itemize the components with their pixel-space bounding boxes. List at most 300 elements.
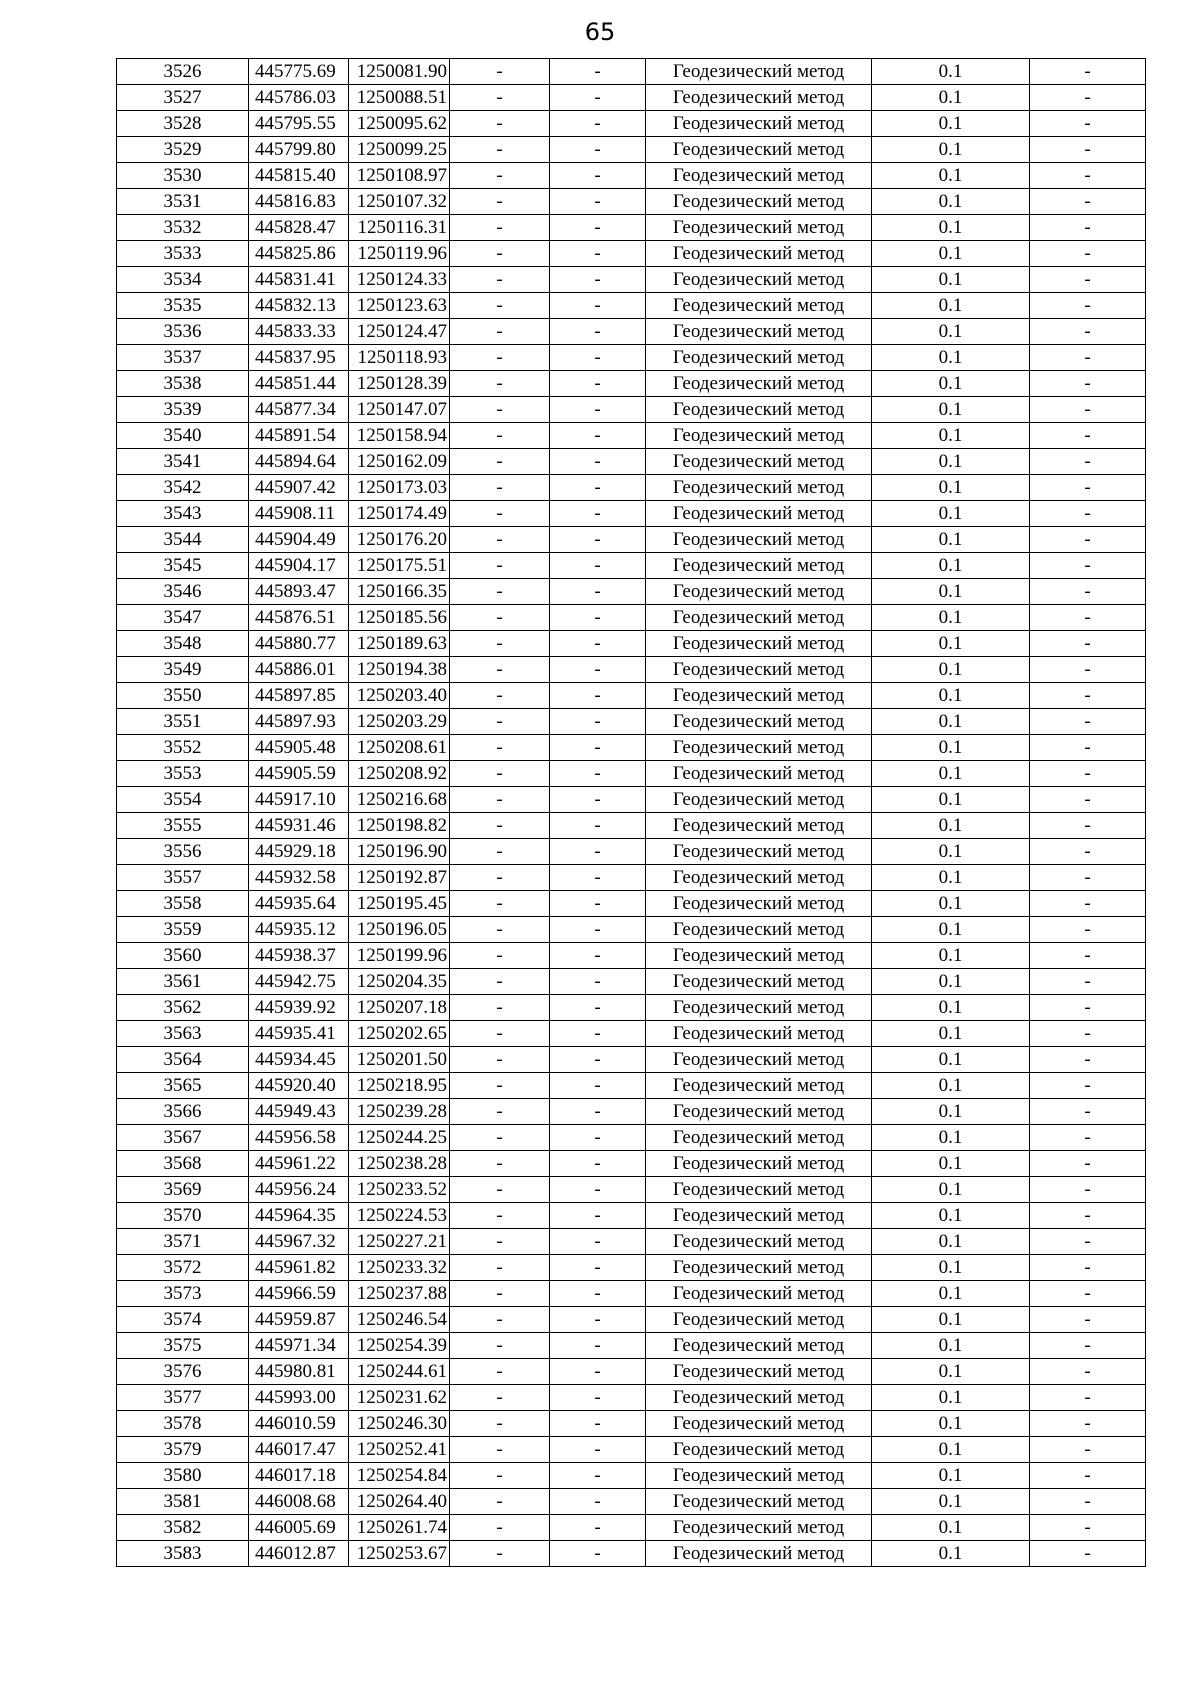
y-coordinate-cell: 1250218.95 bbox=[349, 1073, 450, 1099]
point-number-cell: 3540 bbox=[117, 423, 249, 449]
empty-cell-c: - bbox=[1030, 1541, 1146, 1567]
empty-cell-c: - bbox=[1030, 1307, 1146, 1333]
method-cell: Геодезический метод bbox=[646, 501, 872, 527]
y-coordinate-cell: 1250166.35 bbox=[349, 579, 450, 605]
empty-cell-a: - bbox=[450, 1255, 550, 1281]
empty-cell-b: - bbox=[550, 1541, 646, 1567]
point-number-cell: 3561 bbox=[117, 969, 249, 995]
x-coordinate-cell: 446005.69 bbox=[249, 1515, 349, 1541]
y-coordinate-cell: 1250124.47 bbox=[349, 319, 450, 345]
accuracy-cell: 0.1 bbox=[872, 1489, 1030, 1515]
y-coordinate-cell: 1250173.03 bbox=[349, 475, 450, 501]
point-number-cell: 3544 bbox=[117, 527, 249, 553]
x-coordinate-cell: 445949.43 bbox=[249, 1099, 349, 1125]
empty-cell-b: - bbox=[550, 813, 646, 839]
empty-cell-b: - bbox=[550, 475, 646, 501]
point-number-cell: 3542 bbox=[117, 475, 249, 501]
empty-cell-a: - bbox=[450, 137, 550, 163]
table-row bbox=[117, 1515, 1146, 1541]
point-number-cell: 3555 bbox=[117, 813, 249, 839]
point-number-cell: 3545 bbox=[117, 553, 249, 579]
empty-cell-a: - bbox=[450, 579, 550, 605]
empty-cell-c: - bbox=[1030, 1021, 1146, 1047]
method-cell: Геодезический метод bbox=[646, 657, 872, 683]
accuracy-cell: 0.1 bbox=[872, 1515, 1030, 1541]
empty-cell-c: - bbox=[1030, 189, 1146, 215]
table-row bbox=[117, 1541, 1146, 1567]
table-row bbox=[117, 1073, 1146, 1099]
x-coordinate-cell: 445897.93 bbox=[249, 709, 349, 735]
x-coordinate-cell: 445934.45 bbox=[249, 1047, 349, 1073]
x-coordinate-cell: 445942.75 bbox=[249, 969, 349, 995]
empty-cell-b: - bbox=[550, 1385, 646, 1411]
accuracy-cell: 0.1 bbox=[872, 631, 1030, 657]
empty-cell-c: - bbox=[1030, 1463, 1146, 1489]
accuracy-cell: 0.1 bbox=[872, 657, 1030, 683]
accuracy-cell: 0.1 bbox=[872, 1151, 1030, 1177]
empty-cell-a: - bbox=[450, 319, 550, 345]
empty-cell-b: - bbox=[550, 839, 646, 865]
accuracy-cell: 0.1 bbox=[872, 527, 1030, 553]
point-number-cell: 3560 bbox=[117, 943, 249, 969]
x-coordinate-cell: 445828.47 bbox=[249, 215, 349, 241]
empty-cell-c: - bbox=[1030, 683, 1146, 709]
empty-cell-a: - bbox=[450, 59, 550, 85]
method-cell: Геодезический метод bbox=[646, 1099, 872, 1125]
accuracy-cell: 0.1 bbox=[872, 267, 1030, 293]
empty-cell-b: - bbox=[550, 1359, 646, 1385]
y-coordinate-cell: 1250185.56 bbox=[349, 605, 450, 631]
method-cell: Геодезический метод bbox=[646, 1229, 872, 1255]
empty-cell-c: - bbox=[1030, 449, 1146, 475]
method-cell: Геодезический метод bbox=[646, 189, 872, 215]
x-coordinate-cell: 445971.34 bbox=[249, 1333, 349, 1359]
accuracy-cell: 0.1 bbox=[872, 1099, 1030, 1125]
method-cell: Геодезический метод bbox=[646, 683, 872, 709]
method-cell: Геодезический метод bbox=[646, 1047, 872, 1073]
y-coordinate-cell: 1250227.21 bbox=[349, 1229, 450, 1255]
empty-cell-b: - bbox=[550, 917, 646, 943]
empty-cell-b: - bbox=[550, 735, 646, 761]
x-coordinate-cell: 445893.47 bbox=[249, 579, 349, 605]
x-coordinate-cell: 445786.03 bbox=[249, 85, 349, 111]
empty-cell-b: - bbox=[550, 163, 646, 189]
y-coordinate-cell: 1250252.41 bbox=[349, 1437, 450, 1463]
y-coordinate-cell: 1250196.90 bbox=[349, 839, 450, 865]
empty-cell-c: - bbox=[1030, 215, 1146, 241]
point-number-cell: 3578 bbox=[117, 1411, 249, 1437]
empty-cell-b: - bbox=[550, 1125, 646, 1151]
x-coordinate-cell: 445815.40 bbox=[249, 163, 349, 189]
point-number-cell: 3554 bbox=[117, 787, 249, 813]
y-coordinate-cell: 1250208.61 bbox=[349, 735, 450, 761]
y-coordinate-cell: 1250239.28 bbox=[349, 1099, 450, 1125]
empty-cell-c: - bbox=[1030, 1281, 1146, 1307]
y-coordinate-cell: 1250233.32 bbox=[349, 1255, 450, 1281]
y-coordinate-cell: 1250203.29 bbox=[349, 709, 450, 735]
table-row bbox=[117, 85, 1146, 111]
empty-cell-a: - bbox=[450, 189, 550, 215]
accuracy-cell: 0.1 bbox=[872, 111, 1030, 137]
empty-cell-b: - bbox=[550, 371, 646, 397]
method-cell: Геодезический метод bbox=[646, 371, 872, 397]
empty-cell-c: - bbox=[1030, 1047, 1146, 1073]
x-coordinate-cell: 445905.59 bbox=[249, 761, 349, 787]
empty-cell-c: - bbox=[1030, 969, 1146, 995]
accuracy-cell: 0.1 bbox=[872, 475, 1030, 501]
empty-cell-b: - bbox=[550, 995, 646, 1021]
table-row bbox=[117, 787, 1146, 813]
method-cell: Геодезический метод bbox=[646, 319, 872, 345]
method-cell: Геодезический метод bbox=[646, 397, 872, 423]
empty-cell-b: - bbox=[550, 527, 646, 553]
accuracy-cell: 0.1 bbox=[872, 1177, 1030, 1203]
point-number-cell: 3551 bbox=[117, 709, 249, 735]
accuracy-cell: 0.1 bbox=[872, 189, 1030, 215]
empty-cell-a: - bbox=[450, 423, 550, 449]
accuracy-cell: 0.1 bbox=[872, 1073, 1030, 1099]
table-row bbox=[117, 813, 1146, 839]
table-row bbox=[117, 1151, 1146, 1177]
method-cell: Геодезический метод bbox=[646, 1489, 872, 1515]
method-cell: Геодезический метод bbox=[646, 475, 872, 501]
x-coordinate-cell: 445897.85 bbox=[249, 683, 349, 709]
point-number-cell: 3580 bbox=[117, 1463, 249, 1489]
point-number-cell: 3538 bbox=[117, 371, 249, 397]
table-row bbox=[117, 59, 1146, 85]
x-coordinate-cell: 445832.13 bbox=[249, 293, 349, 319]
x-coordinate-cell: 446017.47 bbox=[249, 1437, 349, 1463]
point-number-cell: 3556 bbox=[117, 839, 249, 865]
empty-cell-c: - bbox=[1030, 605, 1146, 631]
table-row bbox=[117, 891, 1146, 917]
empty-cell-b: - bbox=[550, 1255, 646, 1281]
x-coordinate-cell: 445904.17 bbox=[249, 553, 349, 579]
empty-cell-b: - bbox=[550, 1411, 646, 1437]
y-coordinate-cell: 1250088.51 bbox=[349, 85, 450, 111]
y-coordinate-cell: 1250203.40 bbox=[349, 683, 450, 709]
accuracy-cell: 0.1 bbox=[872, 1385, 1030, 1411]
empty-cell-a: - bbox=[450, 163, 550, 189]
empty-cell-c: - bbox=[1030, 163, 1146, 189]
empty-cell-b: - bbox=[550, 1333, 646, 1359]
x-coordinate-cell: 446010.59 bbox=[249, 1411, 349, 1437]
y-coordinate-cell: 1250107.32 bbox=[349, 189, 450, 215]
empty-cell-a: - bbox=[450, 839, 550, 865]
point-number-cell: 3550 bbox=[117, 683, 249, 709]
method-cell: Геодезический метод bbox=[646, 735, 872, 761]
empty-cell-a: - bbox=[450, 917, 550, 943]
empty-cell-b: - bbox=[550, 111, 646, 137]
method-cell: Геодезический метод bbox=[646, 1151, 872, 1177]
empty-cell-c: - bbox=[1030, 267, 1146, 293]
table-row bbox=[117, 709, 1146, 735]
table-row bbox=[117, 735, 1146, 761]
empty-cell-a: - bbox=[450, 241, 550, 267]
y-coordinate-cell: 1250201.50 bbox=[349, 1047, 450, 1073]
accuracy-cell: 0.1 bbox=[872, 553, 1030, 579]
method-cell: Геодезический метод bbox=[646, 1515, 872, 1541]
point-number-cell: 3535 bbox=[117, 293, 249, 319]
empty-cell-c: - bbox=[1030, 1359, 1146, 1385]
accuracy-cell: 0.1 bbox=[872, 579, 1030, 605]
point-number-cell: 3571 bbox=[117, 1229, 249, 1255]
table-row bbox=[117, 553, 1146, 579]
empty-cell-b: - bbox=[550, 1515, 646, 1541]
empty-cell-c: - bbox=[1030, 527, 1146, 553]
empty-cell-c: - bbox=[1030, 1515, 1146, 1541]
empty-cell-a: - bbox=[450, 1047, 550, 1073]
empty-cell-b: - bbox=[550, 891, 646, 917]
y-coordinate-cell: 1250118.93 bbox=[349, 345, 450, 371]
table-row bbox=[117, 1047, 1146, 1073]
method-cell: Геодезический метод bbox=[646, 1203, 872, 1229]
point-number-cell: 3527 bbox=[117, 85, 249, 111]
empty-cell-a: - bbox=[450, 709, 550, 735]
x-coordinate-cell: 445775.69 bbox=[249, 59, 349, 85]
empty-cell-c: - bbox=[1030, 579, 1146, 605]
y-coordinate-cell: 1250162.09 bbox=[349, 449, 450, 475]
x-coordinate-cell: 446017.18 bbox=[249, 1463, 349, 1489]
table-row bbox=[117, 1255, 1146, 1281]
empty-cell-b: - bbox=[550, 501, 646, 527]
accuracy-cell: 0.1 bbox=[872, 85, 1030, 111]
point-number-cell: 3536 bbox=[117, 319, 249, 345]
point-number-cell: 3526 bbox=[117, 59, 249, 85]
empty-cell-b: - bbox=[550, 1203, 646, 1229]
point-number-cell: 3563 bbox=[117, 1021, 249, 1047]
x-coordinate-cell: 445894.64 bbox=[249, 449, 349, 475]
method-cell: Геодезический метод bbox=[646, 1385, 872, 1411]
empty-cell-b: - bbox=[550, 787, 646, 813]
point-number-cell: 3539 bbox=[117, 397, 249, 423]
x-coordinate-cell: 445935.41 bbox=[249, 1021, 349, 1047]
x-coordinate-cell: 445938.37 bbox=[249, 943, 349, 969]
empty-cell-c: - bbox=[1030, 137, 1146, 163]
accuracy-cell: 0.1 bbox=[872, 787, 1030, 813]
method-cell: Геодезический метод bbox=[646, 1021, 872, 1047]
accuracy-cell: 0.1 bbox=[872, 735, 1030, 761]
method-cell: Геодезический метод bbox=[646, 163, 872, 189]
method-cell: Геодезический метод bbox=[646, 449, 872, 475]
point-number-cell: 3581 bbox=[117, 1489, 249, 1515]
empty-cell-c: - bbox=[1030, 475, 1146, 501]
empty-cell-a: - bbox=[450, 1021, 550, 1047]
empty-cell-c: - bbox=[1030, 1203, 1146, 1229]
x-coordinate-cell: 445961.82 bbox=[249, 1255, 349, 1281]
x-coordinate-cell: 445833.33 bbox=[249, 319, 349, 345]
point-number-cell: 3558 bbox=[117, 891, 249, 917]
table-row bbox=[117, 683, 1146, 709]
y-coordinate-cell: 1250176.20 bbox=[349, 527, 450, 553]
accuracy-cell: 0.1 bbox=[872, 1307, 1030, 1333]
accuracy-cell: 0.1 bbox=[872, 969, 1030, 995]
empty-cell-b: - bbox=[550, 683, 646, 709]
table-row bbox=[117, 1281, 1146, 1307]
empty-cell-a: - bbox=[450, 761, 550, 787]
x-coordinate-cell: 445831.41 bbox=[249, 267, 349, 293]
page-number: 65 bbox=[584, 18, 616, 46]
table-row bbox=[117, 1333, 1146, 1359]
empty-cell-c: - bbox=[1030, 397, 1146, 423]
table-row bbox=[117, 189, 1146, 215]
empty-cell-a: - bbox=[450, 449, 550, 475]
empty-cell-b: - bbox=[550, 397, 646, 423]
empty-cell-c: - bbox=[1030, 293, 1146, 319]
empty-cell-c: - bbox=[1030, 501, 1146, 527]
empty-cell-b: - bbox=[550, 423, 646, 449]
method-cell: Геодезический метод bbox=[646, 1125, 872, 1151]
empty-cell-c: - bbox=[1030, 111, 1146, 137]
table-row bbox=[117, 1203, 1146, 1229]
accuracy-cell: 0.1 bbox=[872, 449, 1030, 475]
empty-cell-c: - bbox=[1030, 319, 1146, 345]
method-cell: Геодезический метод bbox=[646, 865, 872, 891]
x-coordinate-cell: 445959.87 bbox=[249, 1307, 349, 1333]
method-cell: Геодезический метод bbox=[646, 527, 872, 553]
x-coordinate-cell: 445932.58 bbox=[249, 865, 349, 891]
x-coordinate-cell: 445967.32 bbox=[249, 1229, 349, 1255]
empty-cell-b: - bbox=[550, 59, 646, 85]
empty-cell-a: - bbox=[450, 1515, 550, 1541]
empty-cell-a: - bbox=[450, 969, 550, 995]
table-row bbox=[117, 1021, 1146, 1047]
table-row bbox=[117, 137, 1146, 163]
empty-cell-b: - bbox=[550, 241, 646, 267]
empty-cell-c: - bbox=[1030, 631, 1146, 657]
table-row bbox=[117, 605, 1146, 631]
y-coordinate-cell: 1250254.39 bbox=[349, 1333, 450, 1359]
empty-cell-a: - bbox=[450, 1281, 550, 1307]
table-row bbox=[117, 1125, 1146, 1151]
table-row bbox=[117, 1229, 1146, 1255]
table-row bbox=[117, 527, 1146, 553]
accuracy-cell: 0.1 bbox=[872, 1463, 1030, 1489]
empty-cell-a: - bbox=[450, 631, 550, 657]
empty-cell-b: - bbox=[550, 319, 646, 345]
empty-cell-c: - bbox=[1030, 553, 1146, 579]
accuracy-cell: 0.1 bbox=[872, 1203, 1030, 1229]
empty-cell-c: - bbox=[1030, 1437, 1146, 1463]
x-coordinate-cell: 445931.46 bbox=[249, 813, 349, 839]
method-cell: Геодезический метод bbox=[646, 1541, 872, 1567]
method-cell: Геодезический метод bbox=[646, 1177, 872, 1203]
y-coordinate-cell: 1250099.25 bbox=[349, 137, 450, 163]
table-row bbox=[117, 943, 1146, 969]
y-coordinate-cell: 1250119.96 bbox=[349, 241, 450, 267]
y-coordinate-cell: 1250216.68 bbox=[349, 787, 450, 813]
empty-cell-c: - bbox=[1030, 345, 1146, 371]
coordinates-table bbox=[116, 58, 1146, 1567]
empty-cell-c: - bbox=[1030, 1489, 1146, 1515]
point-number-cell: 3577 bbox=[117, 1385, 249, 1411]
accuracy-cell: 0.1 bbox=[872, 423, 1030, 449]
accuracy-cell: 0.1 bbox=[872, 1411, 1030, 1437]
empty-cell-c: - bbox=[1030, 761, 1146, 787]
y-coordinate-cell: 1250147.07 bbox=[349, 397, 450, 423]
empty-cell-b: - bbox=[550, 293, 646, 319]
x-coordinate-cell: 445993.00 bbox=[249, 1385, 349, 1411]
empty-cell-b: - bbox=[550, 267, 646, 293]
y-coordinate-cell: 1250174.49 bbox=[349, 501, 450, 527]
empty-cell-b: - bbox=[550, 761, 646, 787]
empty-cell-b: - bbox=[550, 1021, 646, 1047]
empty-cell-b: - bbox=[550, 345, 646, 371]
table-row bbox=[117, 865, 1146, 891]
x-coordinate-cell: 445886.01 bbox=[249, 657, 349, 683]
y-coordinate-cell: 1250196.05 bbox=[349, 917, 450, 943]
x-coordinate-cell: 445935.12 bbox=[249, 917, 349, 943]
accuracy-cell: 0.1 bbox=[872, 1255, 1030, 1281]
empty-cell-a: - bbox=[450, 1489, 550, 1515]
point-number-cell: 3566 bbox=[117, 1099, 249, 1125]
empty-cell-c: - bbox=[1030, 1099, 1146, 1125]
empty-cell-a: - bbox=[450, 293, 550, 319]
empty-cell-b: - bbox=[550, 943, 646, 969]
empty-cell-c: - bbox=[1030, 891, 1146, 917]
empty-cell-c: - bbox=[1030, 59, 1146, 85]
x-coordinate-cell: 445891.54 bbox=[249, 423, 349, 449]
accuracy-cell: 0.1 bbox=[872, 163, 1030, 189]
empty-cell-b: - bbox=[550, 1463, 646, 1489]
point-number-cell: 3531 bbox=[117, 189, 249, 215]
method-cell: Геодезический метод bbox=[646, 813, 872, 839]
accuracy-cell: 0.1 bbox=[872, 137, 1030, 163]
empty-cell-b: - bbox=[550, 709, 646, 735]
empty-cell-b: - bbox=[550, 1437, 646, 1463]
point-number-cell: 3532 bbox=[117, 215, 249, 241]
method-cell: Геодезический метод bbox=[646, 111, 872, 137]
method-cell: Геодезический метод bbox=[646, 605, 872, 631]
method-cell: Геодезический метод bbox=[646, 345, 872, 371]
y-coordinate-cell: 1250158.94 bbox=[349, 423, 450, 449]
y-coordinate-cell: 1250128.39 bbox=[349, 371, 450, 397]
table-row bbox=[117, 449, 1146, 475]
x-coordinate-cell: 445939.92 bbox=[249, 995, 349, 1021]
empty-cell-c: - bbox=[1030, 943, 1146, 969]
x-coordinate-cell: 445964.35 bbox=[249, 1203, 349, 1229]
empty-cell-a: - bbox=[450, 683, 550, 709]
table-row bbox=[117, 501, 1146, 527]
method-cell: Геодезический метод bbox=[646, 293, 872, 319]
empty-cell-a: - bbox=[450, 891, 550, 917]
x-coordinate-cell: 445837.95 bbox=[249, 345, 349, 371]
point-number-cell: 3583 bbox=[117, 1541, 249, 1567]
point-number-cell: 3537 bbox=[117, 345, 249, 371]
x-coordinate-cell: 445904.49 bbox=[249, 527, 349, 553]
y-coordinate-cell: 1250175.51 bbox=[349, 553, 450, 579]
y-coordinate-cell: 1250108.97 bbox=[349, 163, 450, 189]
empty-cell-a: - bbox=[450, 1437, 550, 1463]
empty-cell-c: - bbox=[1030, 657, 1146, 683]
empty-cell-b: - bbox=[550, 1229, 646, 1255]
point-number-cell: 3541 bbox=[117, 449, 249, 475]
y-coordinate-cell: 1250095.62 bbox=[349, 111, 450, 137]
empty-cell-a: - bbox=[450, 527, 550, 553]
table-row bbox=[117, 241, 1146, 267]
table-row bbox=[117, 631, 1146, 657]
point-number-cell: 3547 bbox=[117, 605, 249, 631]
x-coordinate-cell: 445851.44 bbox=[249, 371, 349, 397]
empty-cell-b: - bbox=[550, 85, 646, 111]
empty-cell-a: - bbox=[450, 215, 550, 241]
table-row bbox=[117, 839, 1146, 865]
method-cell: Геодезический метод bbox=[646, 579, 872, 605]
empty-cell-b: - bbox=[550, 969, 646, 995]
point-number-cell: 3548 bbox=[117, 631, 249, 657]
empty-cell-a: - bbox=[450, 1541, 550, 1567]
empty-cell-c: - bbox=[1030, 1177, 1146, 1203]
